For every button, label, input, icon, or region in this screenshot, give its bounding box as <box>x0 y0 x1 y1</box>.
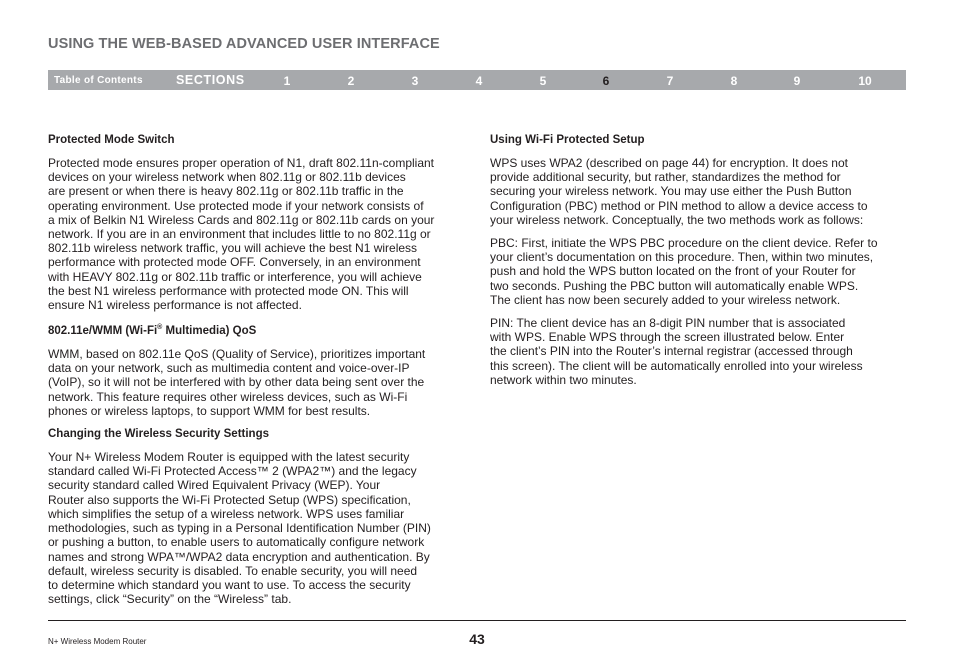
protected-mode-paragraph: Protected mode ensures proper operation of N1, draft 802.11n-compliant devices on your wireless network when 802.11g or 802.11b devices are present or when there is heavy 802.11g or 802.11b traffic in the operating environment. Use protected mode if your network consists of a mix of Belkin N1 Wireless Cards and 802.11g or 802.11b cards on your network. If you are in an environment that includes little to no 802.11g or 802.11b wireless network traffic, you will achieve the best N1 wireless performance with protected mode OFF. Conversely, in an environment with HEAVY 802.11g or 802.11b traffic or interference, you will achieve the best N1 wireless performance with protected mode ON. This will ensure N1 wireless performance is not affected. <box>48 156 435 313</box>
wps-heading: Using Wi-Fi Protected Setup <box>490 134 645 146</box>
sections-label: SECTIONS <box>176 73 245 87</box>
footer-product-name: N+ Wireless Modem Router <box>48 637 147 646</box>
footer-divider <box>48 620 906 621</box>
wmm-qos-paragraph: WMM, based on 802.11e QoS (Quality of Service), prioritizes important data on your network, such as multimedia content and voice-over-IP (VoIP), so it will not be interfered with by other data being sent over the network. This feature requires other wireless devices, such as Wi-Fi phones or wireless laptops, to support WMM for best results. <box>48 347 426 418</box>
page-header-title: USING THE WEB-BASED ADVANCED USER INTERFACE <box>48 36 440 52</box>
protected-mode-heading: Protected Mode Switch <box>48 134 175 146</box>
section-link-10[interactable]: 10 <box>858 74 872 88</box>
section-link-6[interactable]: 6 <box>602 74 610 88</box>
left-column <box>48 133 468 615</box>
wps-intro-paragraph: WPS uses WPA2 (described on page 44) for encryption. It does not provide additional security, but rather, standardizes the method for securing your wireless network. You may use either the Push Button Configuration (PBC) method or PIN method to allow a device access to your wireless network. Conceptually, the two methods work as follows: <box>490 156 868 227</box>
section-link-9[interactable]: 9 <box>793 74 801 88</box>
wmm-qos-heading <box>48 321 468 338</box>
section-link-3[interactable]: 3 <box>411 74 419 88</box>
section-link-5[interactable]: 5 <box>539 74 547 88</box>
section-nav-bar <box>48 70 906 90</box>
wireless-security-paragraph: Your N+ Wireless Modem Router is equipped with the latest security standard called Wi-Fi Protected Access™ 2 (WPA2™) and the legacy security standard called Wired Equivalent Privacy (WEP). Your Router also supports the Wi-Fi Protected Setup (WPS) specification, which simplifies the setup of a wireless network. WPS uses familiar methodologies, such as typing in a Personal Identification Number (PIN) or pushing a button, to enable users to automatically configure network names and strong WPA™/WPA2 data encryption and authentication. By default, wireless security is disabled. To enable security, you will need to determine which standard you want to use. To access the security settings, click “Security” on the “Wireless” tab. <box>48 450 431 607</box>
section-link-7[interactable]: 7 <box>666 74 674 88</box>
table-of-contents-link[interactable]: Table of Contents <box>54 75 143 86</box>
wmm-heading-part-b: Multimedia) QoS <box>162 325 257 338</box>
section-link-4[interactable]: 4 <box>475 74 483 88</box>
wireless-security-heading: Changing the Wireless Security Settings <box>48 428 269 441</box>
registered-mark: ® <box>157 324 163 332</box>
right-column <box>490 133 910 396</box>
section-link-8[interactable]: 8 <box>730 74 738 88</box>
section-link-1[interactable]: 1 <box>283 74 291 88</box>
wps-pbc-paragraph: PBC: First, initiate the WPS PBC procedure on the client device. Refer to your client’s documentation on this procedure. Then, within two minutes, push and hold the WPS button located on the front of your Router for two seconds. Pushing the PBC button will automatically enable WPS. The client has now been securely added to your wireless network. <box>490 236 878 307</box>
wmm-heading-part-a: 802.11e/WMM (Wi-Fi <box>48 325 158 338</box>
page-number: 43 <box>469 631 485 647</box>
wps-pin-paragraph: PIN: The client device has an 8-digit PIN number that is associated with WPS. Enable WPS through the screen illustrated below. Enter the client’s PIN into the Router’s internal registrar (accessed through this screen). The client will be automatically enrolled into your wireless network within two minutes. <box>490 316 863 387</box>
section-link-2[interactable]: 2 <box>347 74 355 88</box>
